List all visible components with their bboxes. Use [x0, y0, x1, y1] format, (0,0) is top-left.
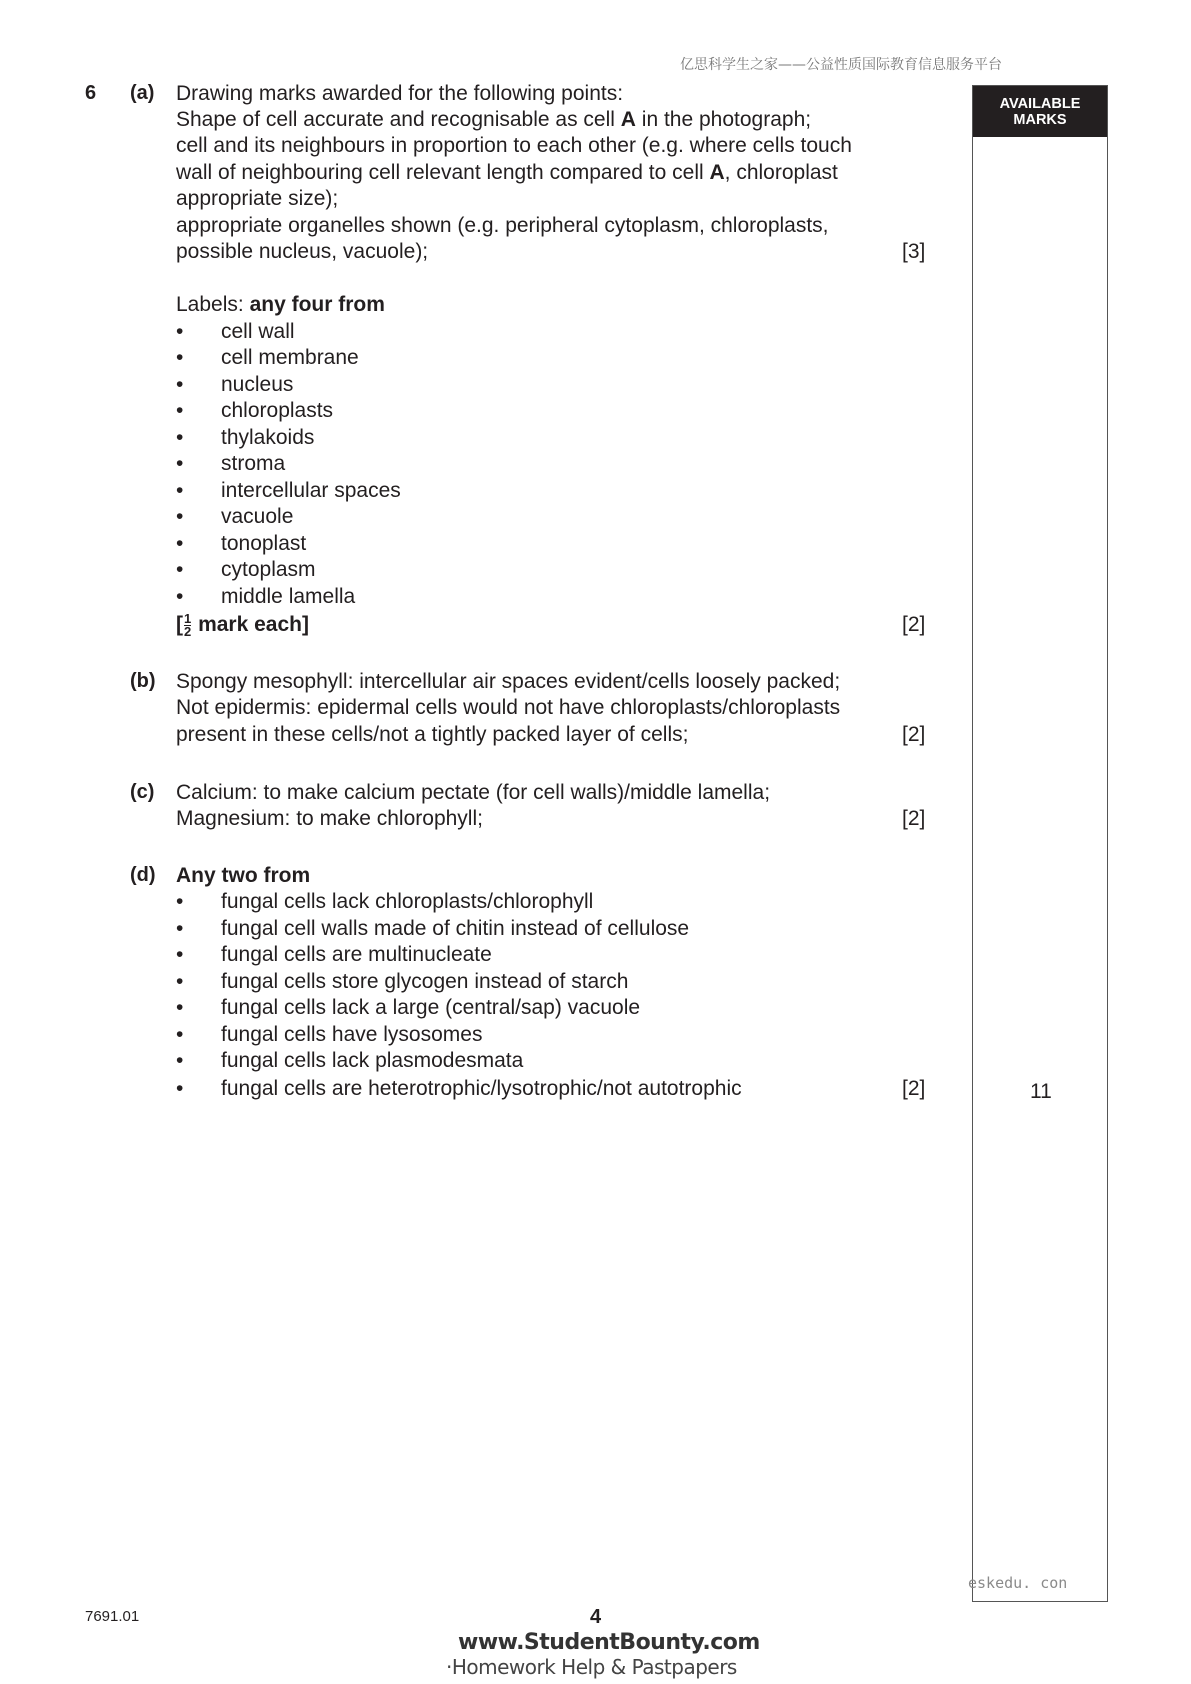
line-text: in the photograph; — [635, 108, 812, 131]
footer-watermark: eskedu. con — [968, 1574, 1068, 1592]
bullet: • — [176, 558, 184, 581]
part-a-line: possible nucleus, vacuole); — [176, 240, 429, 263]
heading-line-1: AVAILABLE — [999, 96, 1081, 112]
bullet: • — [176, 426, 184, 449]
bullet: • — [176, 346, 184, 369]
half-mark-each — [176, 612, 309, 639]
studentbounty-url[interactable]: www.StudentBounty.com — [458, 1630, 760, 1655]
bullet: • — [176, 320, 184, 343]
bullet: • — [176, 970, 184, 993]
label-item: intercellular spaces — [221, 479, 401, 502]
bullet: • — [176, 1077, 184, 1100]
label-item: tonoplast — [221, 532, 307, 555]
bullet: • — [176, 505, 184, 528]
bullet: • — [176, 996, 184, 1019]
fungal-point: fungal cells are multinucleate — [221, 943, 492, 966]
bullet: • — [176, 373, 184, 396]
question-total-marks: 11 — [1030, 1080, 1052, 1103]
label-item: stroma — [221, 452, 286, 475]
label-item: middle lamella — [221, 585, 356, 608]
fungal-point: fungal cells have lysosomes — [221, 1023, 483, 1046]
label-item: cell membrane — [221, 346, 359, 369]
line-text: wall of neighbouring cell relevant length compared to cell — [176, 161, 710, 184]
bullet: • — [176, 943, 184, 966]
bullet: • — [176, 1049, 184, 1072]
part-d-mark: [2] — [902, 1077, 926, 1100]
part-a-drawing-mark: [3] — [902, 240, 926, 263]
label-item: cell wall — [221, 320, 295, 343]
line-text: , chloroplast — [724, 161, 838, 184]
part-a-line: Drawing marks awarded for the following points: — [176, 82, 624, 105]
part-a-line: appropriate organelles shown (e.g. peripheral cytoplasm, chloroplasts, — [176, 214, 829, 237]
fungal-point: fungal cells lack chloroplasts/chlorophyll — [221, 890, 594, 913]
bracket: [ — [176, 613, 183, 636]
bullet: • — [176, 532, 184, 555]
cell-a-ref: A — [709, 161, 725, 184]
label-item: chloroplasts — [221, 399, 334, 422]
available-marks-column — [972, 85, 1108, 1602]
bullet: • — [176, 585, 184, 608]
half-text: mark each] — [192, 613, 309, 636]
part-a-line — [176, 107, 811, 134]
fungal-point: fungal cells store glycogen instead of starch — [221, 970, 629, 993]
part-b-line: Not epidermis: epidermal cells would not have chloroplasts/chloroplasts — [176, 696, 841, 719]
part-a-label: (a) — [130, 82, 155, 104]
part-c-line: Calcium: to make calcium pectate (for cell walls)/middle lamella; — [176, 781, 771, 804]
fungal-point: fungal cells lack a large (central/sap) vacuole — [221, 996, 641, 1019]
studentbounty-tagline: ·Homework Help & Pastpapers — [446, 1655, 737, 1679]
part-b-line: Spongy mesophyll: intercellular air spaces evident/cells loosely packed; — [176, 670, 841, 693]
part-b-mark: [2] — [902, 723, 926, 746]
label-item: thylakoids — [221, 426, 315, 449]
fraction-numerator: 1 — [184, 610, 192, 626]
part-b-label: (b) — [130, 670, 156, 692]
bullet: • — [176, 1023, 184, 1046]
label-item: vacuole — [221, 505, 294, 528]
question-number: 6 — [85, 82, 97, 104]
heading-line-2: MARKS — [1013, 112, 1067, 128]
bullet: • — [176, 890, 184, 913]
paper-code: 7691.01 — [85, 1608, 140, 1625]
line-text: Shape of cell accurate and recognisable as cell — [176, 108, 621, 131]
available-marks-heading — [973, 86, 1107, 137]
fungal-point: fungal cells lack plasmodesmata — [221, 1049, 524, 1072]
labels-prefix: Labels: — [176, 293, 250, 316]
cell-a-ref: A — [620, 108, 636, 131]
half-fraction — [184, 610, 192, 639]
page-number: 4 — [590, 1606, 602, 1628]
bullet: • — [176, 917, 184, 940]
part-c-label: (c) — [130, 781, 155, 803]
part-a-labels-mark: [2] — [902, 613, 926, 636]
labels-heading — [176, 292, 385, 319]
part-c-mark: [2] — [902, 807, 926, 830]
fungal-point: fungal cell walls made of chitin instead of cellulose — [221, 917, 690, 940]
part-a-line — [176, 160, 838, 187]
header-watermark: 亿思科学生之家——公益性质国际教育信息服务平台 — [680, 57, 1002, 73]
part-d-heading: Any two from — [176, 864, 311, 887]
part-d-label: (d) — [130, 864, 156, 886]
bullet: • — [176, 452, 184, 475]
labels-bold: any four from — [249, 293, 385, 316]
fungal-point: fungal cells are heterotrophic/lysotrophic/not autotrophic — [221, 1077, 742, 1100]
part-b-line: present in these cells/not a tightly packed layer of cells; — [176, 723, 689, 746]
part-a-line: cell and its neighbours in proportion to each other (e.g. where cells touch — [176, 134, 852, 157]
label-item: cytoplasm — [221, 558, 316, 581]
part-a-line: appropriate size); — [176, 187, 339, 210]
part-c-line: Magnesium: to make chlorophyll; — [176, 807, 483, 830]
bullet: • — [176, 399, 184, 422]
fraction-denominator: 2 — [184, 623, 192, 639]
bullet: • — [176, 479, 184, 502]
label-item: nucleus — [221, 373, 294, 396]
